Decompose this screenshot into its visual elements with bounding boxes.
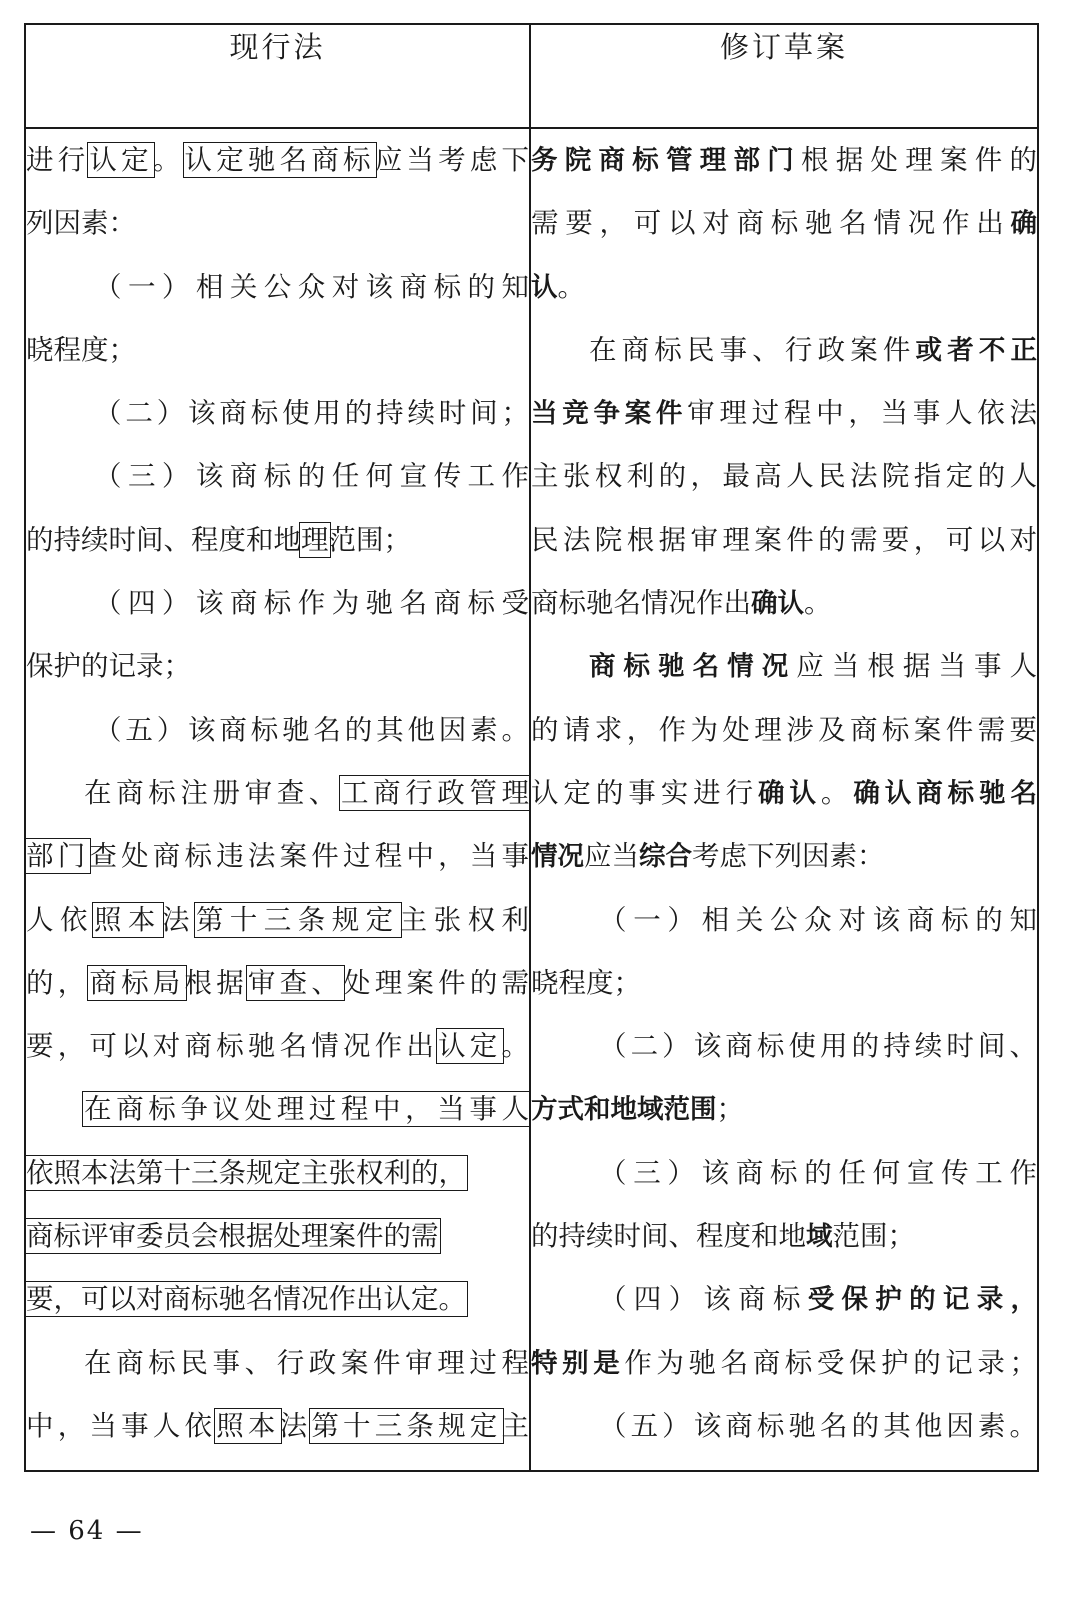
text-line (26, 1268, 529, 1331)
boxed-text: 审查、 (247, 966, 344, 999)
bold-text: 确认 (758, 777, 821, 809)
text: 根据 (184, 966, 248, 999)
text: 范围； (832, 1220, 915, 1253)
text: 需要，可以对商标驰名情况作出 (531, 207, 1011, 240)
boxed-text: 认定 (89, 144, 153, 176)
bold-text: 确 (1010, 208, 1037, 240)
text-line (26, 762, 529, 825)
bold-text: 综合 (639, 841, 692, 873)
text-line (26, 1395, 529, 1458)
bold-text: 特别是 (531, 1347, 625, 1379)
text-line (26, 1015, 529, 1078)
text: 。 (557, 270, 585, 303)
boxed-text: 理 (301, 523, 329, 556)
boxed-text: 照本 (216, 1409, 280, 1442)
bold-text: 情况 (531, 841, 584, 873)
text: 进行 (26, 144, 90, 176)
bold-text: 受保护的记录， (807, 1284, 1037, 1316)
text-line (531, 572, 1037, 635)
text-line: （五）该商标驰名的其他因素。 (94, 713, 529, 746)
text-line: 保护的记录； (26, 650, 191, 683)
comparison-table (24, 23, 1039, 1472)
text-line (531, 1078, 1037, 1141)
text: 要，可以对商标驰名情况作出 (26, 1030, 439, 1063)
boxed-text: 要，可以对商标驰名情况作出认定。 (26, 1283, 466, 1316)
text: （四）该商标 (599, 1283, 808, 1316)
table-body-row (25, 128, 1038, 1471)
text: 处理案件的需 (343, 966, 530, 999)
text-line: （一）相关公众对该商标的知 (94, 270, 529, 303)
bold-text: 认 (531, 271, 558, 303)
text: ； (716, 1093, 744, 1126)
boxed-text: 照本 (93, 903, 162, 936)
text: 。 (820, 776, 854, 809)
text-line: 主张权利的，最高人民法院指定的人 (531, 460, 1037, 493)
boxed-text: 依照本法第十三条规定主张权利的， (26, 1156, 466, 1189)
text: 法 (161, 903, 196, 936)
text-line (26, 1205, 529, 1268)
text: 的持续时间、程度和地 (531, 1220, 806, 1253)
text: 商标驰名情况作出 (531, 587, 751, 620)
text-line (26, 952, 529, 1015)
text: 应当根据当事人 (796, 650, 1037, 683)
text: 。 (501, 1030, 530, 1063)
text-line: 晓程度； (26, 333, 136, 366)
text-line: （二）该商标使用的持续时间； (94, 397, 529, 430)
text: 。 (152, 144, 185, 176)
text: 。 (804, 587, 832, 620)
text-line (531, 192, 1037, 255)
text-line (26, 1142, 529, 1205)
boxed-text: 认定驰名商标 (184, 144, 375, 176)
text-line: 的请求，作为处理涉及商标案件需要 (531, 713, 1037, 746)
text: 应当 (584, 840, 639, 873)
header-revision-draft: 修订草案 (530, 24, 1038, 128)
text-line: 列因素： (26, 207, 136, 240)
text: 主 (501, 1409, 530, 1442)
boxed-text: 认定 (438, 1030, 502, 1063)
text-line: （三）该商标的任何宣传工作 (599, 1156, 1037, 1189)
text-line (531, 256, 1037, 319)
boxed-text: 第十三条规定 (311, 1409, 502, 1442)
text: 的持续时间、程度和地 (26, 523, 301, 556)
bold-text: 域 (806, 1221, 833, 1253)
bold-text: 或者不正 (915, 334, 1038, 366)
text: 人依 (26, 903, 94, 936)
boxed-text: 第十三条规定 (195, 903, 400, 936)
boxed-text: 在商标争议处理过程中，当事人 (84, 1093, 529, 1126)
text: 根据处理案件的 (801, 144, 1037, 176)
text-line (531, 1205, 1037, 1268)
text-line: 在商标民事、行政案件审理过程 (84, 1346, 529, 1379)
text: 中，当事人依 (26, 1409, 217, 1442)
bold-text: 商标驰名情况 (589, 651, 797, 683)
bold-text: 方式和地域范围 (531, 1094, 717, 1126)
text-line (531, 382, 1037, 445)
text-line (26, 129, 529, 192)
text-line (26, 889, 529, 952)
text: 应当考虑下 (374, 144, 530, 176)
current-law-column (25, 128, 530, 1471)
text-line: （三）该商标的任何宣传工作 (94, 460, 529, 493)
text-line: 民法院根据审理案件的需要，可以对 (531, 523, 1037, 556)
text-line: （四）该商标作为驰名商标受 (94, 587, 529, 620)
page-number: — 64 — (30, 1516, 144, 1546)
text: 作为驰名商标受保护的记录； (624, 1346, 1038, 1379)
text-line: （五）该商标驰名的其他因素。 (599, 1409, 1037, 1442)
boxed-text: 部门 (26, 840, 90, 873)
text-line (531, 1268, 1037, 1331)
text-line: 晓程度； (531, 966, 641, 999)
bold-text: 当竞争案件 (531, 398, 688, 430)
text-line (26, 825, 529, 888)
text-line (531, 825, 1037, 888)
text-line (531, 129, 1037, 192)
text-line (531, 762, 1037, 825)
text: 法 (279, 1409, 312, 1442)
boxed-text: 商标评审委员会根据处理案件的需 (26, 1220, 439, 1253)
boxed-text: 商标局 (89, 966, 185, 999)
text-line (26, 509, 529, 572)
text: 查处商标违法案件过程中，当事 (89, 840, 530, 873)
text-line (26, 1078, 529, 1141)
header-current-law: 现行法 (25, 24, 530, 128)
text-line (531, 319, 1037, 382)
text-line: （二）该商标使用的持续时间、 (599, 1030, 1037, 1063)
text: 主张权利 (399, 903, 530, 936)
bold-text: 务院商标管理部门 (531, 145, 801, 176)
text: 在商标民事、行政案件 (589, 333, 916, 366)
text: 的， (26, 966, 90, 999)
text: 范围； (328, 523, 411, 556)
revision-draft-column (530, 128, 1038, 1471)
table-header-row (25, 24, 1038, 128)
text: 认定的事实进行 (531, 776, 759, 809)
text-line (531, 635, 1037, 698)
text: 在商标注册审查、 (84, 776, 341, 809)
bold-text: 确认 (751, 588, 804, 620)
text: 审理过程中，当事人依法 (687, 397, 1038, 430)
boxed-text: 工商行政管理 (340, 776, 530, 809)
bold-text: 确认商标驰名 (853, 777, 1038, 809)
text-line (531, 1332, 1037, 1395)
text-line: （一）相关公众对该商标的知 (599, 903, 1037, 936)
text: 考虑下列因素： (692, 840, 885, 873)
